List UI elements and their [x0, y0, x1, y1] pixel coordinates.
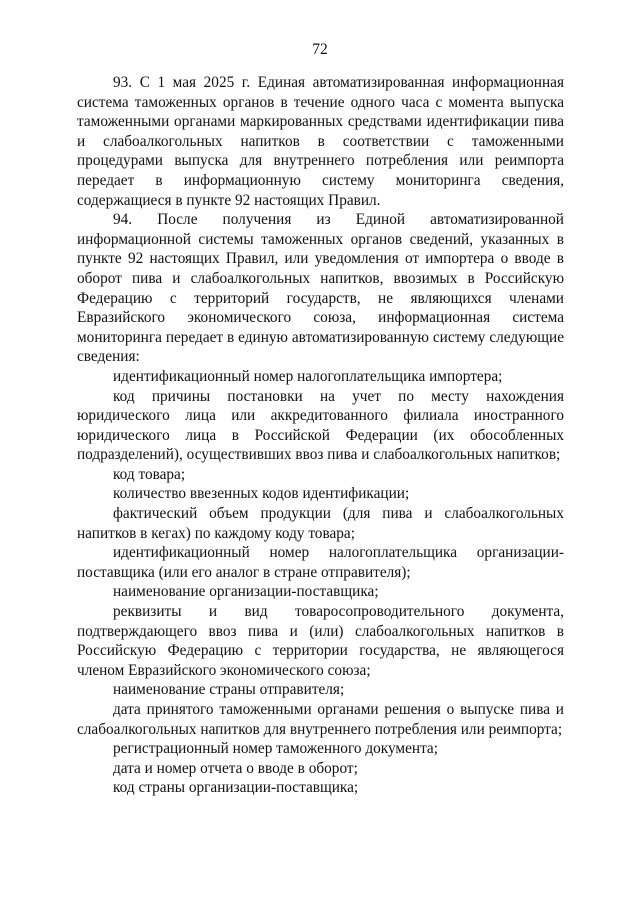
- page-number: 72: [312, 41, 328, 58]
- paragraph-94: 94. После получения из Единой автоматизированной информационной системы таможенных органов сведений, указанных в пункте 92 настоящих Правил, или уведомления от импортера о вводе в оборот пива и слабоалкогольных напитков, ввозимых в Российскую Федерацию с территорий государств, не являющихся членами Евразийского экономического союза, информационная система мониторинга передает в единую автоматизированную систему следующие сведения:: [77, 211, 564, 366]
- list-item-release-date: дата принятого таможенными органами решения о выпуске пива и слабоалкогольных напитков для внутреннего потребления или реимпорта;: [77, 701, 564, 738]
- list-item-sender-country: наименование страны отправителя;: [113, 681, 345, 699]
- document-body: [77, 73, 564, 798]
- list-item-importer-inn: идентификационный номер налогоплательщика импортера;: [113, 367, 503, 385]
- list-item-supplier-name: наименование организации-поставщика;: [113, 583, 379, 601]
- paragraph-93: 93. С 1 мая 2025 г. Единая автоматизированная информационная система таможенных органов в течение одного часа с момента выпуска таможенными органами маркированных средствами идентификации пива и слабоалкогольных напитков в соответствии с таможенными процедурами выпуска для внутреннего потребления или реимпорта передает в информационную систему мониторинга сведения, содержащиеся в пункте 92 настоящих Правил.: [77, 74, 564, 209]
- list-item-volume: фактический объем продукции (для пива и слабоалкогольных напитков в кегах) по каждому коду товара;: [77, 505, 564, 542]
- list-item-shipping-document: реквизиты и вид товаросопроводительного документа, подтверждающего ввоз пива и (или) слабоалкогольных напитков в Российскую Федерацию с территории государства, не являющегося членом Евразийского экономического союза;: [77, 603, 564, 679]
- list-item-report-date: дата и номер отчета о вводе в оборот;: [113, 759, 358, 777]
- list-item-kpp: код причины постановки на учет по месту нахождения юридического лица или аккредитованного филиала иностранного юридического лица в Российской Федерации (их обособленных подразделений), осуществивших ввоз пива и слабоалкогольных напитков;: [77, 387, 564, 464]
- list-item-customs-doc-number: регистрационный номер таможенного документа;: [113, 740, 438, 758]
- list-item-supplier-inn: идентификационный номер налогоплательщика организации-поставщика (или его аналог в стране отправителя);: [77, 544, 564, 581]
- list-item-product-code: код товара;: [113, 465, 186, 483]
- list-item-codes-count: количество ввезенных кодов идентификации;: [113, 485, 410, 503]
- list-item-supplier-country-code: код страны организации-поставщика;: [113, 779, 359, 797]
